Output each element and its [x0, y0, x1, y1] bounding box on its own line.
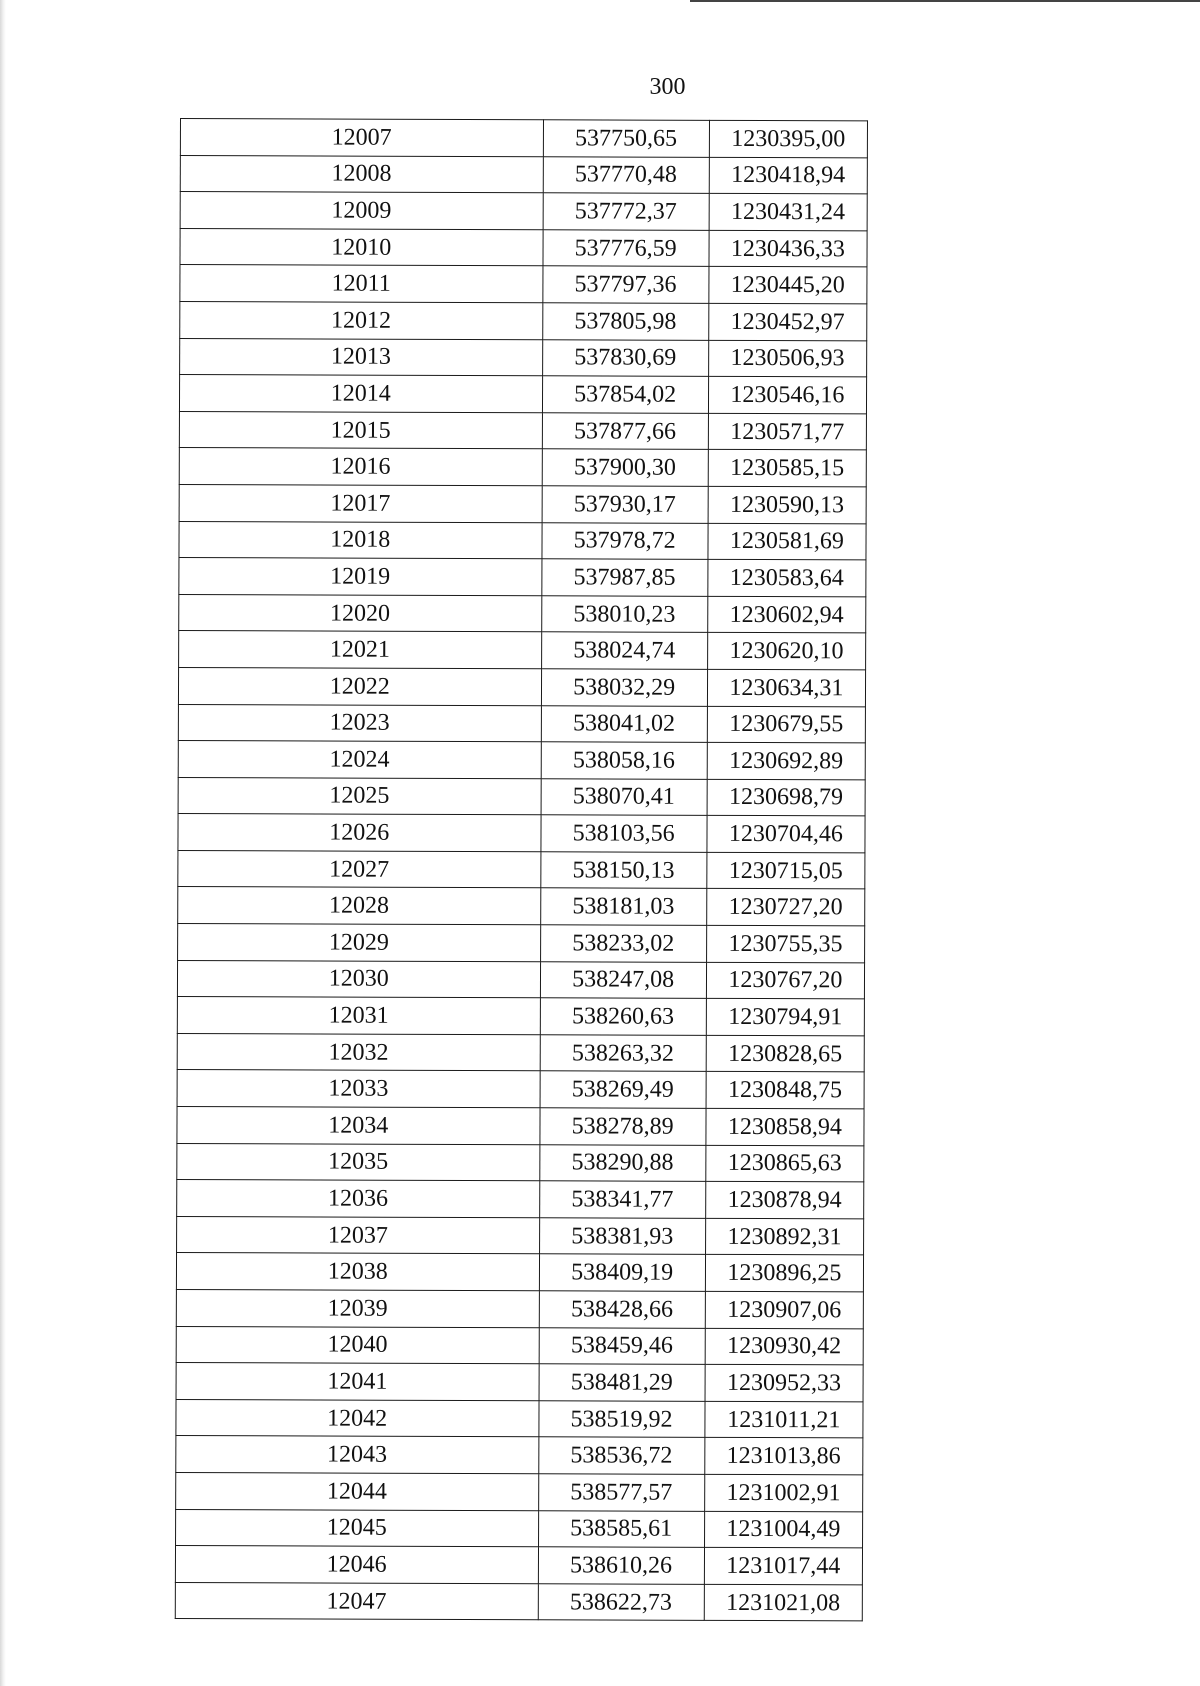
- table-row: [179, 484, 866, 523]
- table-row: [176, 1472, 863, 1511]
- x-coordinate-cell: 537750,65: [543, 120, 709, 157]
- x-coordinate-cell: 538150,13: [540, 852, 706, 889]
- table-row: [176, 1326, 863, 1365]
- table-row: [180, 119, 867, 158]
- table-row: [178, 777, 865, 816]
- table-row: [179, 631, 866, 670]
- coordinates-table-body: [175, 119, 867, 1622]
- y-coordinate-cell: 1230848,75: [706, 1072, 864, 1109]
- x-coordinate-cell: 538269,49: [540, 1071, 706, 1108]
- point-number-cell: 12035: [177, 1143, 540, 1181]
- table-row: [177, 1143, 864, 1182]
- y-coordinate-cell: 1230418,94: [709, 157, 867, 194]
- point-number-cell: 12015: [179, 411, 542, 449]
- table-row: [176, 1253, 863, 1292]
- y-coordinate-cell: 1230930,42: [705, 1328, 863, 1365]
- table-row: [179, 594, 866, 633]
- y-coordinate-cell: 1230571,77: [708, 413, 866, 450]
- y-coordinate-cell: 1230715,05: [707, 852, 865, 889]
- x-coordinate-cell: 538577,57: [538, 1474, 704, 1511]
- point-number-cell: 12032: [177, 1033, 540, 1071]
- point-number-cell: 12037: [177, 1216, 540, 1254]
- y-coordinate-cell: 1230445,20: [709, 267, 867, 304]
- x-coordinate-cell: 537854,02: [542, 376, 708, 413]
- table-row: [175, 1582, 862, 1621]
- y-coordinate-cell: 1230590,13: [708, 486, 866, 523]
- table-row: [180, 265, 867, 304]
- point-number-cell: 12024: [178, 741, 541, 779]
- x-coordinate-cell: 538032,29: [541, 669, 707, 706]
- page-number: 300: [649, 74, 686, 100]
- table-row: [175, 1546, 862, 1585]
- point-number-cell: 12041: [176, 1363, 539, 1401]
- point-number-cell: 12040: [176, 1326, 539, 1364]
- table-row: [179, 375, 866, 414]
- y-coordinate-cell: 1230698,79: [707, 779, 865, 816]
- x-coordinate-cell: 538381,93: [539, 1218, 705, 1255]
- y-coordinate-cell: 1230602,94: [707, 596, 865, 633]
- point-number-cell: 12019: [179, 558, 542, 596]
- x-coordinate-cell: 538610,26: [538, 1547, 704, 1584]
- x-coordinate-cell: 538260,63: [540, 998, 706, 1035]
- table-row: [179, 448, 866, 487]
- x-coordinate-cell: 538278,89: [539, 1108, 705, 1145]
- point-number-cell: 12008: [180, 155, 543, 193]
- y-coordinate-cell: 1231011,21: [705, 1401, 863, 1438]
- table-row: [180, 338, 867, 377]
- table-row: [178, 814, 865, 853]
- x-coordinate-cell: 537770,48: [543, 156, 709, 193]
- point-number-cell: 12016: [179, 448, 542, 486]
- x-coordinate-cell: 538585,61: [538, 1510, 704, 1547]
- table-row: [180, 155, 867, 194]
- point-number-cell: 12021: [179, 631, 542, 669]
- y-coordinate-cell: 1230865,63: [706, 1145, 864, 1182]
- x-coordinate-cell: 537900,30: [542, 449, 708, 486]
- y-coordinate-cell: 1230907,06: [705, 1291, 863, 1328]
- point-number-cell: 12030: [177, 960, 540, 998]
- point-number-cell: 12034: [177, 1107, 540, 1145]
- y-coordinate-cell: 1230634,31: [707, 669, 865, 706]
- x-coordinate-cell: 538247,08: [540, 961, 706, 998]
- point-number-cell: 12012: [180, 301, 543, 339]
- x-coordinate-cell: 538233,02: [540, 925, 706, 962]
- table-row: [176, 1289, 863, 1328]
- point-number-cell: 12044: [176, 1472, 539, 1510]
- table-row: [180, 301, 867, 340]
- table-row: [178, 667, 865, 706]
- point-number-cell: 12046: [175, 1546, 538, 1584]
- y-coordinate-cell: 1230878,94: [705, 1182, 863, 1219]
- table-row: [177, 997, 864, 1036]
- x-coordinate-cell: 538459,46: [539, 1327, 705, 1364]
- point-number-cell: 12013: [180, 338, 543, 376]
- x-coordinate-cell: 538519,92: [538, 1401, 704, 1438]
- table-row: [178, 850, 865, 889]
- x-coordinate-cell: 538263,32: [540, 1035, 706, 1072]
- y-coordinate-cell: 1231021,08: [704, 1584, 862, 1621]
- table-row: [178, 924, 865, 963]
- x-coordinate-cell: 537805,98: [542, 303, 708, 340]
- x-coordinate-cell: 538181,03: [540, 888, 706, 925]
- point-number-cell: 12028: [178, 887, 541, 925]
- scan-edge-line: [690, 0, 1200, 2]
- y-coordinate-cell: 1230858,94: [706, 1108, 864, 1145]
- point-number-cell: 12020: [179, 594, 542, 632]
- y-coordinate-cell: 1230892,31: [705, 1218, 863, 1255]
- table-row: [176, 1436, 863, 1475]
- y-coordinate-cell: 1230395,00: [709, 120, 867, 157]
- x-coordinate-cell: 538010,23: [541, 595, 707, 632]
- y-coordinate-cell: 1230583,64: [708, 559, 866, 596]
- point-number-cell: 12022: [178, 667, 541, 705]
- table-row: [179, 521, 866, 560]
- y-coordinate-cell: 1230952,33: [705, 1365, 863, 1402]
- y-coordinate-cell: 1230452,97: [708, 303, 866, 340]
- x-coordinate-cell: 538341,77: [539, 1181, 705, 1218]
- y-coordinate-cell: 1230585,15: [708, 450, 866, 487]
- table-row: [177, 1180, 864, 1219]
- y-coordinate-cell: 1230755,35: [706, 925, 864, 962]
- x-coordinate-cell: 537987,85: [541, 559, 707, 596]
- table-row: [180, 228, 867, 267]
- x-coordinate-cell: 537776,59: [543, 230, 709, 267]
- y-coordinate-cell: 1230794,91: [706, 999, 864, 1036]
- point-number-cell: 12029: [178, 924, 541, 962]
- y-coordinate-cell: 1230727,20: [706, 889, 864, 926]
- table-row: [177, 1216, 864, 1255]
- point-number-cell: 12045: [176, 1509, 539, 1547]
- x-coordinate-cell: 538290,88: [539, 1144, 705, 1181]
- y-coordinate-cell: 1230506,93: [708, 340, 866, 377]
- y-coordinate-cell: 1230581,69: [708, 523, 866, 560]
- scan-edge-shadow: [0, 0, 6, 1686]
- y-coordinate-cell: 1230436,33: [709, 230, 867, 267]
- x-coordinate-cell: 538103,56: [540, 815, 706, 852]
- point-number-cell: 12042: [176, 1399, 539, 1437]
- point-number-cell: 12031: [177, 997, 540, 1035]
- y-coordinate-cell: 1230679,55: [707, 706, 865, 743]
- x-coordinate-cell: 537978,72: [541, 522, 707, 559]
- y-coordinate-cell: 1230692,89: [707, 742, 865, 779]
- table-row: [178, 704, 865, 743]
- x-coordinate-cell: 537830,69: [542, 339, 708, 376]
- y-coordinate-cell: 1230767,20: [706, 962, 864, 999]
- point-number-cell: 12047: [175, 1582, 538, 1620]
- point-number-cell: 12017: [179, 484, 542, 522]
- x-coordinate-cell: 538536,72: [538, 1437, 704, 1474]
- y-coordinate-cell: 1230704,46: [707, 816, 865, 853]
- coordinates-table: [175, 118, 868, 1622]
- table-row: [178, 741, 865, 780]
- point-number-cell: 12007: [180, 119, 543, 157]
- y-coordinate-cell: 1230828,65: [706, 1035, 864, 1072]
- y-coordinate-cell: 1230546,16: [708, 377, 866, 414]
- table-row: [177, 1070, 864, 1109]
- x-coordinate-cell: 537877,66: [542, 413, 708, 450]
- table-row: [177, 1107, 864, 1146]
- point-number-cell: 12043: [176, 1436, 539, 1474]
- x-coordinate-cell: 538041,02: [541, 705, 707, 742]
- point-number-cell: 12018: [179, 521, 542, 559]
- point-number-cell: 12038: [176, 1253, 539, 1291]
- x-coordinate-cell: 537930,17: [542, 486, 708, 523]
- table-row: [176, 1363, 863, 1402]
- point-number-cell: 12027: [178, 850, 541, 888]
- y-coordinate-cell: 1230431,24: [709, 194, 867, 231]
- y-coordinate-cell: 1230896,25: [705, 1255, 863, 1292]
- point-number-cell: 12010: [180, 228, 543, 266]
- point-number-cell: 12011: [180, 265, 543, 303]
- table-row: [179, 411, 866, 450]
- x-coordinate-cell: 538481,29: [539, 1364, 705, 1401]
- x-coordinate-cell: 538428,66: [539, 1291, 705, 1328]
- table-row: [176, 1399, 863, 1438]
- point-number-cell: 12039: [176, 1289, 539, 1327]
- table-row: [177, 960, 864, 999]
- point-number-cell: 12009: [180, 192, 543, 230]
- table-row: [176, 1509, 863, 1548]
- y-coordinate-cell: 1231004,49: [704, 1511, 862, 1548]
- point-number-cell: 12014: [179, 375, 542, 413]
- x-coordinate-cell: 537772,37: [543, 193, 709, 230]
- table-row: [178, 887, 865, 926]
- x-coordinate-cell: 537797,36: [542, 266, 708, 303]
- x-coordinate-cell: 538058,16: [541, 742, 707, 779]
- y-coordinate-cell: 1230620,10: [707, 633, 865, 670]
- y-coordinate-cell: 1231017,44: [704, 1547, 862, 1584]
- point-number-cell: 12026: [178, 814, 541, 852]
- table-row: [180, 192, 867, 231]
- point-number-cell: 12033: [177, 1070, 540, 1108]
- x-coordinate-cell: 538622,73: [538, 1584, 704, 1621]
- x-coordinate-cell: 538024,74: [541, 632, 707, 669]
- point-number-cell: 12023: [178, 704, 541, 742]
- point-number-cell: 12025: [178, 777, 541, 815]
- point-number-cell: 12036: [177, 1180, 540, 1218]
- y-coordinate-cell: 1231013,86: [705, 1438, 863, 1475]
- y-coordinate-cell: 1231002,91: [704, 1474, 862, 1511]
- x-coordinate-cell: 538070,41: [541, 778, 707, 815]
- table-row: [177, 1033, 864, 1072]
- table-row: [179, 558, 866, 597]
- x-coordinate-cell: 538409,19: [539, 1254, 705, 1291]
